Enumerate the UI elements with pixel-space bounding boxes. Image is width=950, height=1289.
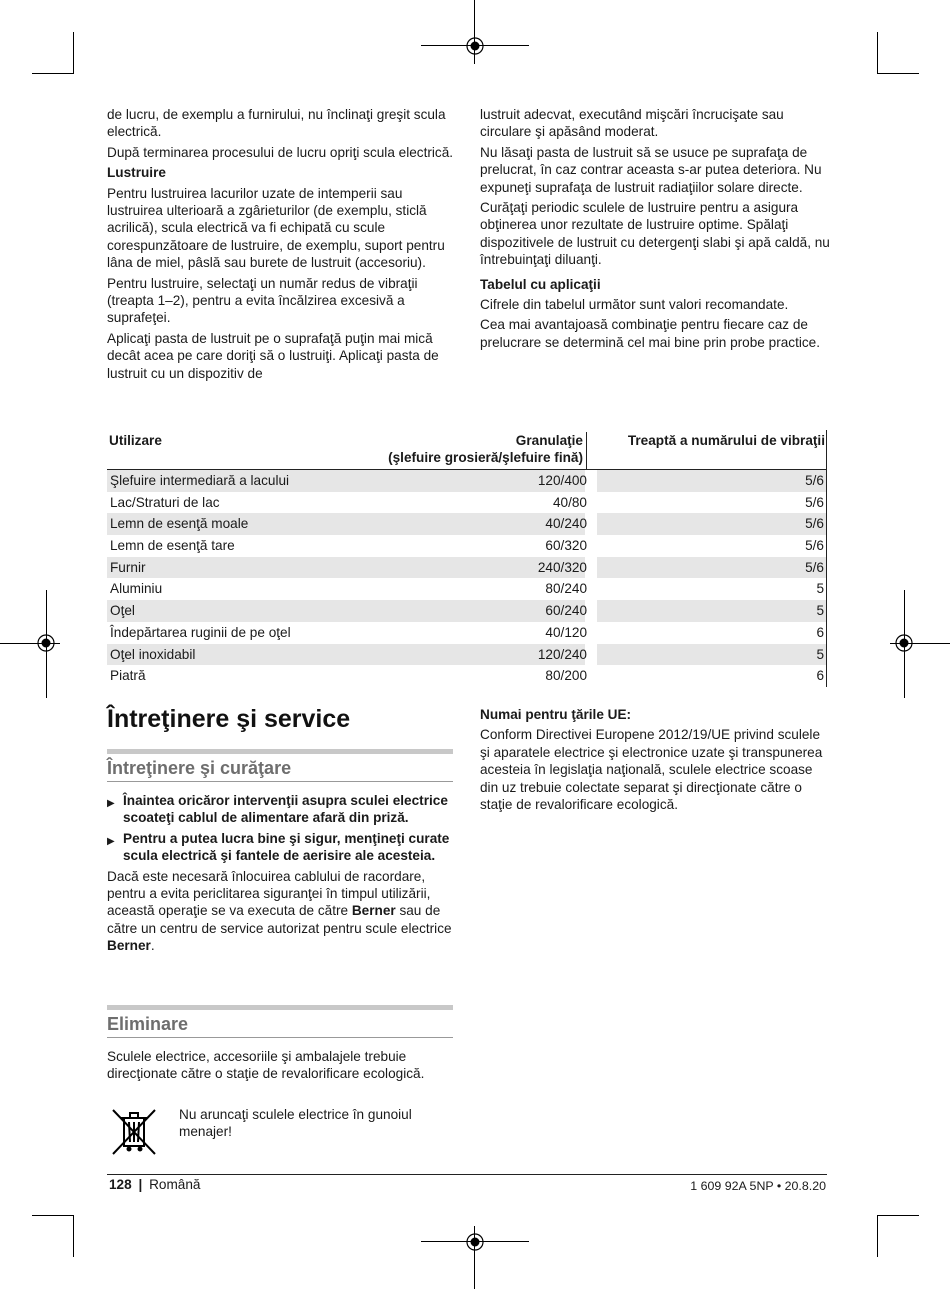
subheading: Eliminare <box>107 1014 189 1034</box>
cell-use: Piatră <box>110 668 146 684</box>
table-row <box>107 535 827 557</box>
disposal-body <box>107 1048 457 1086</box>
cell-grit: 40/120 <box>545 624 587 640</box>
cell-grit: 120/240 <box>537 646 587 662</box>
cell-level: 6 <box>816 668 824 684</box>
paragraph: de lucru, de exemplu a furnirului, nu înclinaţi greşit scula electrică. <box>107 107 446 140</box>
table-right-border <box>826 430 827 687</box>
paragraph: Pentru lustruire, selectaţi un număr redus de vibraţii (treapta 1–2), pentru a evita încălzirea excesivă a suprafeţei. <box>107 275 418 326</box>
cell-grit: 60/240 <box>545 603 587 619</box>
crop-mark <box>32 73 74 74</box>
subheading-block <box>107 1013 457 1035</box>
cell-level: 5/6 <box>805 473 824 488</box>
header-grit <box>327 432 587 472</box>
cell-level: 5/6 <box>805 494 824 510</box>
registration-mark-icon <box>465 36 485 56</box>
section-label: Numai pentru ţările UE: <box>480 707 632 722</box>
cell-level: 5 <box>816 646 824 662</box>
table-row <box>107 644 827 666</box>
text-run: . <box>150 938 155 954</box>
table-row <box>107 513 827 535</box>
text-run: Dacă este necesară înlocuirea cablului de racordare, pentru a evita periclitarea siguranţei în timpul utilizării, această operaţie se va executa de către <box>107 868 431 919</box>
eu-section <box>480 706 830 816</box>
paragraph: Cea mai avantajoasă combinaţie pentru fiecare caz de prelucrare se determină cel mai bine prin probe practice. <box>480 317 821 350</box>
cell-use: Oţel <box>110 603 135 619</box>
header-grit-line2: (şlefuire grosieră/şlefuire fină) <box>388 450 583 466</box>
crop-mark <box>877 32 878 74</box>
footer-rule <box>107 1174 827 1175</box>
text-run: sau de către un centru de service autorizat pentru scule electrice <box>107 903 452 936</box>
paragraph: Nu lăsaţi pasta de lustruit să se usuce pe suprafaţa de prelucrat, în caz contrar aceasta s-ar putea deteriora. Nu expuneţi suprafaţa de lustruit radiaţiilor solare directe. <box>480 144 822 195</box>
header-use: Utilizare <box>109 433 162 448</box>
paragraph: lustruit adecvat, executând mişcări încrucişate sau circulare şi apăsând moderat. <box>480 107 784 140</box>
paragraph: Curăţaţi periodic sculele de lustruire pentru a asigura obţinerea unor rezultate de lustruire optime. Spălaţi dispozitivele de lustruit cu detergenţi slabi şi apă caldă, nu întrebuinţaţi diluanţi. <box>480 200 830 268</box>
doc-code: 1 609 92A 5NP • 20.8.20 <box>690 1179 826 1193</box>
bullet-item <box>107 792 455 827</box>
table-row <box>107 665 827 687</box>
paragraph: Cifrele din tabelul următor sunt valori recomandate. <box>480 297 789 313</box>
footer-language: Română <box>149 1177 201 1192</box>
maintenance-section <box>107 704 457 734</box>
paragraph: După terminarea procesului de lucru opriţi scula electrică. <box>107 144 454 160</box>
registration-mark-icon <box>36 633 56 653</box>
crop-mark <box>877 1215 878 1257</box>
right-column <box>480 106 830 354</box>
crossed-bin-icon <box>109 1106 159 1158</box>
cell-level: 5/6 <box>805 516 824 532</box>
subheading: Întreţinere şi curăţare <box>107 758 292 778</box>
cell-grit: 60/320 <box>545 538 587 554</box>
subheading-block <box>107 757 457 779</box>
applications-table <box>107 430 827 687</box>
crop-mark <box>877 73 919 74</box>
bullet-item <box>107 830 455 865</box>
brand-name: Berner <box>107 938 151 954</box>
cell-use: Furnir <box>110 559 146 575</box>
paragraph: Conform Directivei Europene 2012/19/UE privind sculele şi aparatele electrice şi electronice uzate şi transpunerea acesteia în legislaţia naţională, sculele electrice scoase din uz trebuie colectate separat şi direcţionate către o staţie de revalorificare ecologică. <box>480 727 823 813</box>
bin-note <box>179 1106 459 1144</box>
bullet-arrow-icon: ▶ <box>107 835 115 847</box>
paragraph: Pentru lustruirea lacurilor uzate de intemperii sau lustruirea ulterioară a zgârieturilor (de exemplu, sticlă acrilică), scula electrică va fi echipată cu scule corespunzătoare de lustruire, de exemplu, suport pentru lâna de miel, pâslă sau burete de lustruit (accesoriu). <box>107 185 445 271</box>
header-level: Treaptă a numărului de vibraţii <box>627 433 825 448</box>
table-row <box>107 600 827 622</box>
registration-mark-icon <box>894 633 914 653</box>
cell-use: Lemn de esenţă tare <box>110 538 235 554</box>
crop-mark <box>73 1215 74 1257</box>
table-body <box>107 470 827 687</box>
cell-level: 5 <box>816 581 824 597</box>
registration-mark-icon <box>465 1232 485 1252</box>
page-number: 128 <box>109 1177 132 1192</box>
cell-use: Îndepărtarea ruginii de pe oţel <box>110 624 291 640</box>
cell-use: Şlefuire intermediară a lacului <box>110 473 290 488</box>
brand-name: Berner <box>351 903 396 919</box>
cell-use: Aluminiu <box>110 581 163 597</box>
bullet-text: Înaintea oricăror intervenţii asupra sculei electrice scoateţi cablul de alimentare afară din priză. <box>123 793 448 826</box>
cell-level: 5/6 <box>805 538 824 554</box>
table-row <box>107 557 827 579</box>
bullet-text: Pentru a putea lucra bine şi sigur, menţineţi curate scula electrică şi fantele de aerisire ale acesteia. <box>123 830 450 864</box>
section-title: Întreţinere şi service <box>107 705 351 733</box>
cell-grit: 240/320 <box>537 559 587 575</box>
cell-level: 6 <box>816 624 824 640</box>
crop-mark <box>73 32 74 74</box>
table-header <box>107 430 827 470</box>
subheading-bar <box>107 749 453 754</box>
subheading-bar <box>107 1005 453 1010</box>
cell-level: 5/6 <box>805 559 824 575</box>
table-row <box>107 492 827 514</box>
paragraph: Nu aruncaţi sculele electrice în gunoiul menajer! <box>179 1107 412 1140</box>
cell-use: Lemn de esenţă moale <box>110 516 249 532</box>
table-row <box>107 622 827 644</box>
cell-grit: 40/80 <box>552 494 587 510</box>
paragraph <box>107 868 455 955</box>
paragraph: Sculele electrice, accesoriile şi ambalajele trebuie direcţionate către o staţie de revalorificare ecologică. <box>107 1049 425 1082</box>
table-row <box>107 578 827 600</box>
subheading-rule <box>107 1037 453 1038</box>
cell-use: Lac/Straturi de lac <box>110 494 220 510</box>
paragraph: Aplicaţi pasta de lustruit pe o suprafaţă puţin mai mică decât acea pe care doriţi să o lustruiţi. Aplicaţi pasta de lustruit cu un dispozitiv de <box>107 330 439 381</box>
cell-level: 5 <box>816 603 824 619</box>
crop-mark <box>32 1215 74 1216</box>
cell-grit: 40/240 <box>545 516 587 532</box>
maintenance-body <box>107 792 455 958</box>
section-label: Lustruire <box>107 165 166 181</box>
footer-separator: | <box>138 1177 143 1192</box>
footer-left <box>109 1176 200 1193</box>
subheading-rule <box>107 781 453 782</box>
table-row <box>107 470 827 492</box>
header-grit-line1: Granulaţie <box>515 433 583 448</box>
section-label: Tabelul cu aplicaţii <box>480 276 601 292</box>
cell-grit: 80/200 <box>545 668 587 684</box>
cell-grit: 80/240 <box>545 581 587 597</box>
crop-mark <box>877 1215 919 1216</box>
cell-use: Oţel inoxidabil <box>110 646 196 662</box>
bullet-arrow-icon: ▶ <box>107 798 115 809</box>
cell-grit: 120/400 <box>537 473 587 488</box>
left-column <box>107 106 457 385</box>
